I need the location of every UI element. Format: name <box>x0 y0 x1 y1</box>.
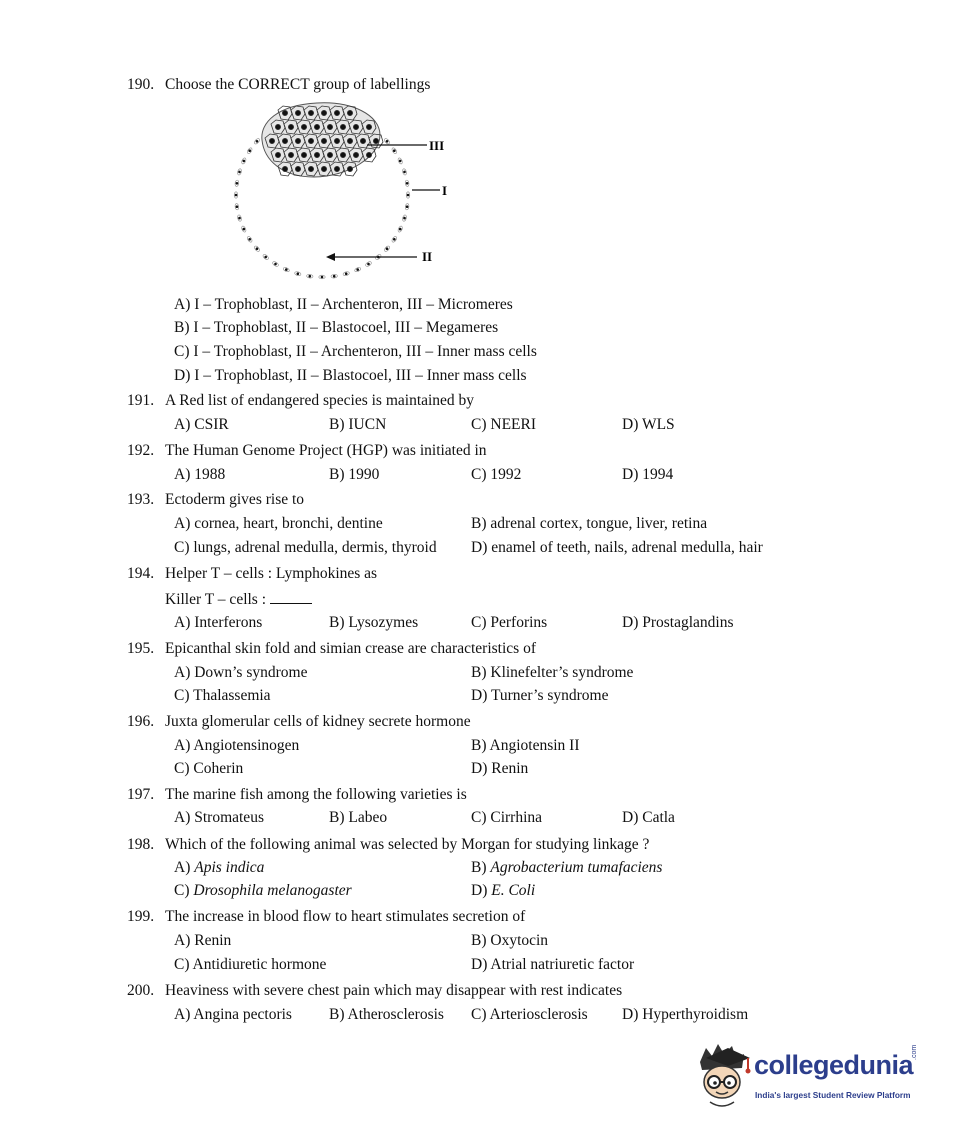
question-198: 198. Which of the following animal was selected by Morgan for studying linkage ? <box>127 836 650 853</box>
option-194-d: D) Prostaglandins <box>622 614 734 631</box>
option-191-b: B) IUCN <box>329 416 387 433</box>
option-190-d: D) I – Trophoblast, II – Blastocoel, III – Inner mass cells <box>174 367 527 384</box>
inner-cell-nucleus <box>269 138 274 143</box>
inner-cell-nucleus <box>282 110 287 115</box>
option-193-a: A) cornea, heart, bronchi, dentine <box>174 515 383 532</box>
question-192: 192. The Human Genome Project (HGP) was initiated in <box>127 442 487 459</box>
inner-cell-nucleus <box>327 124 332 129</box>
option-196-c: C) Coherin <box>174 760 244 777</box>
inner-cell-nucleus <box>295 138 300 143</box>
question-text: Which of the following animal was selected by Morgan for studying linkage ? <box>165 836 650 853</box>
trophoblast-nucleus <box>256 140 259 143</box>
option-196-a: A) Angiotensinogen <box>174 737 300 754</box>
trophoblast-nucleus <box>403 171 406 174</box>
option-192-b: B) 1990 <box>329 466 380 483</box>
option-193-b: B) adrenal cortex, tongue, liver, retina <box>471 515 708 532</box>
question-text: Heaviness with severe chest pain which may disappear with rest indicates <box>165 982 623 999</box>
option-192-a: A) 1988 <box>174 466 226 483</box>
inner-cell-nucleus <box>288 152 293 157</box>
trophoblast-nucleus <box>248 238 251 241</box>
question-191: 191. A Red list of endangered species is maintained by <box>127 392 475 409</box>
inner-cell-nucleus <box>366 152 371 157</box>
trophoblast-nucleus <box>406 205 409 208</box>
inner-cell-nucleus <box>308 166 313 171</box>
question-193: 193. Ectoderm gives rise to <box>127 491 305 508</box>
trophoblast-nucleus <box>345 272 348 275</box>
arrowhead-icon <box>326 253 335 261</box>
trophoblast-nucleus <box>248 149 251 152</box>
inner-cell-nucleus <box>353 124 358 129</box>
option-197-c: C) Cirrhina <box>471 809 543 826</box>
inner-cell-nucleus <box>334 138 339 143</box>
question-200: 200. Heaviness with severe chest pain which may disappear with rest indicates <box>127 982 623 999</box>
option-198-b: B) Agrobacterium tumafaciens <box>471 859 663 876</box>
trophoblast-nucleus <box>333 275 336 278</box>
option-199-a: A) Renin <box>174 932 232 949</box>
question-text: Epicanthal skin fold and simian crease are characteristics of <box>165 640 536 657</box>
inner-cell-nucleus <box>327 152 332 157</box>
option-200-d: D) Hyperthyroidism <box>622 1006 749 1023</box>
option-200-c: C) Arteriosclerosis <box>471 1006 588 1023</box>
question-text: A Red list of endangered species is maintained by <box>165 392 475 409</box>
question-195: 195. Epicanthal skin fold and simian crease are characteristics of <box>127 640 536 657</box>
brand-suffix: .com <box>911 1044 918 1060</box>
option-190-b: B) I – Trophoblast, II – Blastocoel, III – Megameres <box>174 319 499 336</box>
trophoblast-nucleus <box>285 268 288 271</box>
question-text: Helper T – cells : Lymphokines as <box>165 565 378 582</box>
inner-cell-nucleus <box>308 110 313 115</box>
inner-cell-nucleus <box>275 124 280 129</box>
option-194-c: C) Perforins <box>471 614 548 631</box>
inner-cell-nucleus <box>347 166 352 171</box>
question-190: 190. Choose the CORRECT group of labellings <box>127 76 431 93</box>
question-194: 194. Helper T – cells : Lymphokines as <box>127 565 378 582</box>
trophoblast-nucleus <box>356 268 359 271</box>
option-198-d: D) E. Coli <box>471 882 536 899</box>
inner-cell-nucleus <box>373 138 378 143</box>
inner-cell-nucleus <box>334 110 339 115</box>
trophoblast-nucleus <box>256 247 259 250</box>
trophoblast-nucleus <box>264 256 267 259</box>
option-197-b: B) Labeo <box>329 809 388 826</box>
inner-cell-nucleus <box>301 124 306 129</box>
option-194-b: B) Lysozymes <box>329 614 419 631</box>
label-ii: II <box>422 249 433 264</box>
inner-cell-nucleus <box>295 166 300 171</box>
trophoblast-nucleus <box>236 205 239 208</box>
inner-cell-nucleus <box>295 110 300 115</box>
trophoblast-nucleus <box>407 194 410 197</box>
option-193-c: C) lungs, adrenal medulla, dermis, thyroid <box>174 539 437 556</box>
option-199-b: B) Oxytocin <box>471 932 549 949</box>
trophoblast-nucleus <box>235 194 238 197</box>
option-192-d: D) 1994 <box>622 466 674 483</box>
question-text: The increase in blood flow to heart stimulates secretion of <box>165 908 526 925</box>
inner-cell-nucleus <box>321 110 326 115</box>
trophoblast-nucleus <box>399 228 402 231</box>
inner-cell-nucleus <box>360 138 365 143</box>
option-197-d: D) Catla <box>622 809 675 826</box>
trophoblast-nucleus <box>406 182 409 185</box>
question-194-line2: Killer T – cells : <box>165 590 312 610</box>
trophoblast-nucleus <box>403 217 406 220</box>
trophoblast-nucleus <box>309 275 312 278</box>
trophoblast-nucleus <box>386 140 389 143</box>
trophoblast-nucleus <box>321 276 324 279</box>
option-192-c: C) 1992 <box>471 466 522 483</box>
inner-cell-nucleus <box>288 124 293 129</box>
option-198-a: A) Apis indica <box>174 859 265 876</box>
trophoblast-nucleus <box>243 228 246 231</box>
option-191-c: C) NEERI <box>471 416 537 433</box>
trophoblast-nucleus <box>236 182 239 185</box>
inner-cell-nucleus <box>314 152 319 157</box>
option-199-c: C) Antidiuretic hormone <box>174 956 327 973</box>
trophoblast-nucleus <box>393 149 396 152</box>
label-iii: III <box>429 138 445 153</box>
brand-name: collegedunia <box>754 1050 914 1080</box>
trophoblast-nucleus <box>399 160 402 163</box>
question-text: The marine fish among the following varieties is <box>165 786 467 803</box>
option-198-c: C) Drosophila melanogaster <box>174 882 352 899</box>
inner-cell-nucleus <box>340 124 345 129</box>
option-195-a: A) Down’s syndrome <box>174 664 308 681</box>
inner-cell-nucleus <box>334 166 339 171</box>
option-191-d: D) WLS <box>622 416 675 433</box>
option-196-b: B) Angiotensin II <box>471 737 580 754</box>
option-200-b: B) Atherosclerosis <box>329 1006 444 1023</box>
label-i: I <box>442 183 448 198</box>
inner-cell-nucleus <box>314 124 319 129</box>
option-194-a: A) Interferons <box>174 614 263 631</box>
option-199-d: D) Atrial natriuretic factor <box>471 956 635 973</box>
inner-cell-nucleus <box>366 124 371 129</box>
option-190-c: C) I – Trophoblast, II – Archenteron, III – Inner mass cells <box>174 343 537 360</box>
option-200-a: A) Angina pectoris <box>174 1006 292 1023</box>
inner-cell-nucleus <box>301 152 306 157</box>
trophoblast-nucleus <box>238 171 241 174</box>
inner-cell-nucleus <box>321 166 326 171</box>
option-195-b: B) Klinefelter’s syndrome <box>471 664 634 681</box>
inner-cell-nucleus <box>340 152 345 157</box>
inner-cell-nucleus <box>282 166 287 171</box>
blastocyst-diagram <box>222 95 462 290</box>
inner-cell-nucleus <box>282 138 287 143</box>
inner-cell-nucleus <box>321 138 326 143</box>
inner-cell-nucleus <box>347 138 352 143</box>
question-text: Choose the CORRECT group of labellings <box>165 76 431 93</box>
question-text: Juxta glomerular cells of kidney secrete hormone <box>165 713 471 730</box>
inner-cell-nucleus <box>347 110 352 115</box>
trophoblast-nucleus <box>274 263 277 266</box>
brand-tagline: India's largest Student Review Platform <box>755 1090 911 1100</box>
trophoblast-nucleus <box>386 247 389 250</box>
option-195-c: C) Thalassemia <box>174 687 271 704</box>
question-196: 196. Juxta glomerular cells of kidney secrete hormone <box>127 713 471 730</box>
inner-cell-mass <box>262 103 383 177</box>
question-197: 197. The marine fish among the following varieties is <box>127 786 467 803</box>
inner-cell-nucleus <box>353 152 358 157</box>
inner-cell-nucleus <box>275 152 280 157</box>
question-199: 199. The increase in blood flow to heart stimulates secretion of <box>127 908 526 925</box>
trophoblast-nucleus <box>243 160 246 163</box>
answer-blank <box>270 591 312 604</box>
inner-cell-nucleus <box>308 138 313 143</box>
option-197-a: A) Stromateus <box>174 809 264 826</box>
option-195-d: D) Turner’s syndrome <box>471 687 609 704</box>
option-191-a: A) CSIR <box>174 416 229 433</box>
trophoblast-nucleus <box>367 263 370 266</box>
trophoblast-nucleus <box>393 238 396 241</box>
option-190-a: A) I – Trophoblast, II – Archenteron, III – Micromeres <box>174 296 513 313</box>
collegedunia-logo[interactable] <box>692 1040 932 1112</box>
option-196-d: D) Renin <box>471 760 529 777</box>
question-text: The Human Genome Project (HGP) was initiated in <box>165 442 487 459</box>
trophoblast-nucleus <box>238 217 241 220</box>
option-193-d: D) enamel of teeth, nails, adrenal medulla, hair <box>471 539 763 556</box>
mascot-icon <box>692 1040 752 1112</box>
trophoblast-nucleus <box>297 272 300 275</box>
question-text: Ectoderm gives rise to <box>165 491 305 508</box>
